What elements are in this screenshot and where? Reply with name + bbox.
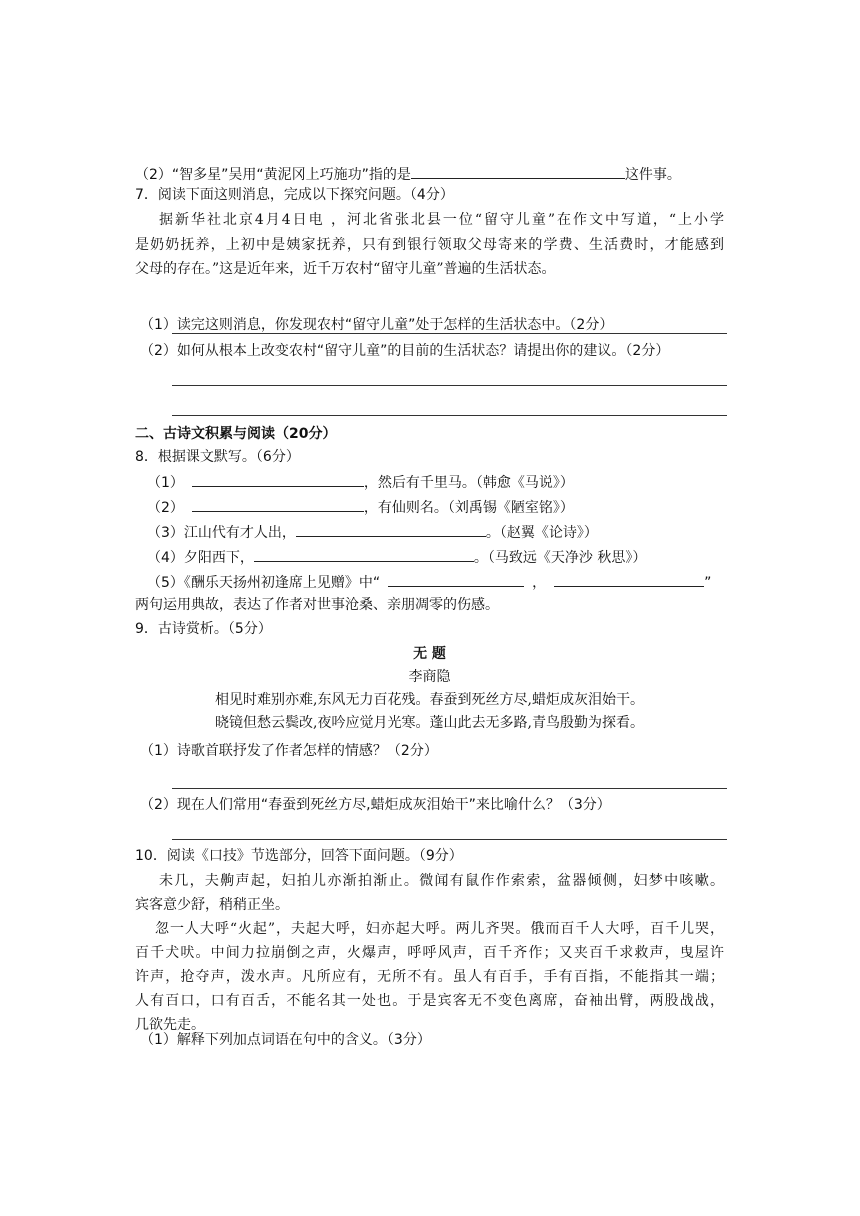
q9-sub1: （1）诗歌首联抒发了作者怎样的情感？（2分） [140, 743, 438, 759]
q10-sub1: （1）解释下列加点词语在句中的含义。（3分） [140, 1032, 431, 1048]
answer-blank[interactable] [254, 546, 474, 562]
q10-para-line: 几欲先走。 [135, 1017, 205, 1033]
q8-item-5-cont: 两句运用典故，表达了作者对世事沧桑、亲朋凋零的伤感。 [135, 597, 499, 613]
answer-line[interactable] [172, 415, 727, 416]
q10-title: 10．阅读《口技》节选部分，回答下面问题。（9分） [135, 848, 463, 864]
q7-para-line: 是奶奶抚养，上初中是姨家抚养，只有到银行领取父母寄来的学费、生活费时，才能感到 [135, 237, 724, 253]
answer-line[interactable] [172, 385, 727, 386]
poem-title: 无 题 [413, 646, 446, 662]
answer-blank[interactable] [554, 571, 704, 587]
q8-item-2: （2） ，有仙则名。（刘禹锡《陋室铭》） [147, 496, 574, 518]
q10-para-line: 未几，夫齁声起，妇拍儿亦渐拍渐止。微闻有鼠作作索索，盆器倾侧，妇梦中咳嗽。 [159, 873, 724, 889]
q10-para-line: 宾客意少舒，稍稍正坐。 [135, 897, 289, 913]
poem-line: 相见时难别亦难,东风无力百花残。春蚕到死丝方尽,蜡炬成灰泪始干。 [215, 692, 644, 708]
q6-sub2: （2）“智多星”吴用“黄泥冈上巧施功”指的是 这件事。 [135, 163, 681, 185]
q8-item-1: （1） ，然后有千里马。（韩愈《马说》） [147, 471, 574, 493]
answer-line[interactable] [172, 333, 727, 334]
answer-blank[interactable] [388, 571, 524, 587]
poem-line: 晓镜但愁云鬓改,夜吟应觉月光寒。蓬山此去无多路,青鸟殷勤为探看。 [215, 715, 644, 731]
q9-sub2: （2）现在人们常用“春蚕到死丝方尽,蜡炬成灰泪始干”来比喻什么？（3分） [140, 797, 611, 813]
section-title: 二、古诗文积累与阅读（20分） [135, 426, 337, 442]
q7-para-line: 父母的存在。”这是近年来，近千万农村“留守儿童”普遍的生活状态。 [135, 261, 556, 277]
q8-item-4: （4）夕阳西下， 。（马致远《天净沙 秋思》） [147, 546, 646, 568]
answer-line[interactable] [172, 839, 727, 840]
q10-para-line: 忽一人大呼“火起”，夫起大呼，妇亦起大呼。两儿齐哭。俄而百千人大呼，百千儿哭， [155, 921, 724, 937]
q10-para-line: 许声，抢夺声，泼水声。凡所应有，无所不有。虽人有百手，手有百指，不能指其一端； [135, 969, 724, 985]
answer-blank[interactable] [192, 496, 364, 512]
q8-title: 8．根据课文默写。（6分） [135, 449, 300, 465]
q7-sub2: （2）如何从根本上改变农村“留守儿童”的目前的生活状态？请提出你的建议。（2分） [140, 343, 670, 359]
q10-para-line: 人有百口，口有百舌，不能名其一处也。于是宾客无不变色离席，奋袖出臂，两股战战， [135, 993, 724, 1009]
q7-sub1: （1）读完这则消息，你发现农村“留守儿童”处于怎样的生活状态中。（2分） [140, 317, 614, 333]
q9-title: 9．古诗赏析。（5分） [135, 621, 272, 637]
q8-item-3: （3）江山代有才人出， 。（赵翼《论诗》） [147, 521, 598, 543]
poem-author: 李商隐 [408, 669, 451, 685]
answer-blank[interactable] [296, 521, 486, 537]
q8-item-5: （5）《酬乐天扬州初逢席上见赠》中“ ， ” [147, 571, 711, 593]
answer-line[interactable] [172, 788, 727, 789]
q7-para-line: 据新华社北京4月4日电 ，河北省张北县一位“留守儿童”在作文中写道，“上小学 [159, 212, 724, 228]
q7-title: 7．阅读下面这则消息，完成以下探究问题。（4分） [135, 187, 454, 203]
q10-para-line: 百千犬吠。中间力拉崩倒之声，火爆声，呼呼风声，百千齐作；又夹百千求救声，曳屋许 [135, 945, 724, 961]
answer-blank[interactable] [411, 163, 625, 179]
answer-blank[interactable] [192, 471, 364, 487]
